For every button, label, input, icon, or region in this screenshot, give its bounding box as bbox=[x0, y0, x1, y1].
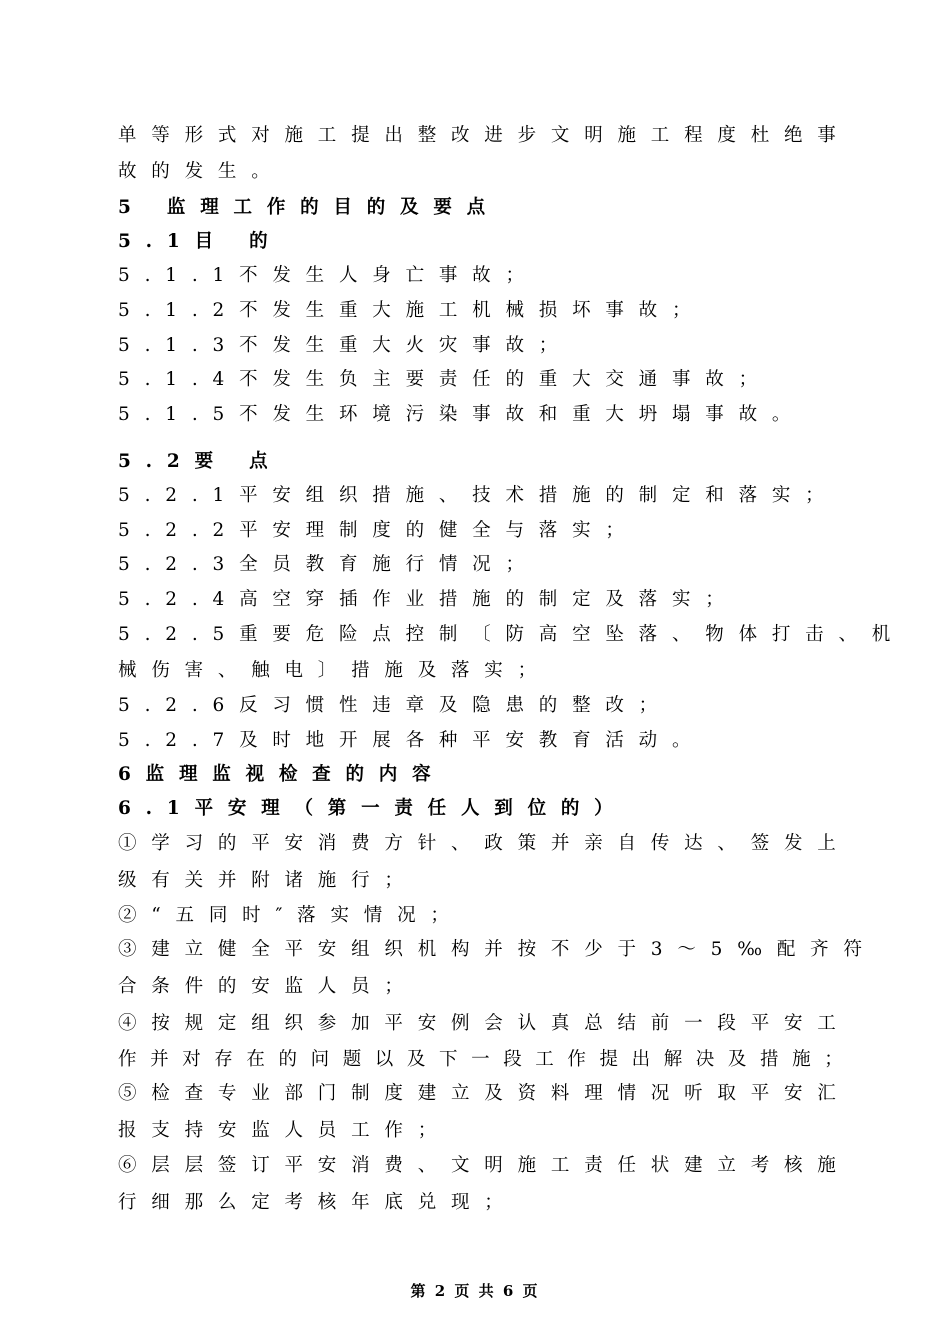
body-line: 故的发生。 bbox=[118, 161, 285, 182]
list-item-continuation: 级有关并附诸施行； bbox=[118, 870, 418, 891]
list-item: 5.1.4不发生负主要责任的重大交通事故； bbox=[118, 369, 772, 390]
list-item: ⑤检查专业部门制度建立及资料理情况听取平安汇 bbox=[118, 1083, 851, 1104]
list-item: 5.2.1平安组织措施、技术措施的制定和落实； bbox=[118, 485, 839, 506]
list-item-continuation: 作并对存在的问题以及下一段工作提出解决及措施； bbox=[118, 1049, 857, 1070]
list-item: 5.2.2平安理制度的健全与落实； bbox=[118, 520, 639, 541]
list-item: 5.2.6反习惯性违章及隐患的整改； bbox=[118, 695, 672, 716]
list-item: ④按规定组织参加平安例会认真总结前一段平安工 bbox=[118, 1013, 851, 1034]
list-item: 5.1.3不发生重大火灾事故； bbox=[118, 335, 573, 356]
subsection-heading: 5.1目 的 bbox=[118, 231, 283, 252]
list-item: ⑥层层签订平安消费、文明施工责任状建立考核施 bbox=[118, 1155, 851, 1176]
subsection-heading: 6.1平安理（第一责任人到位的） bbox=[118, 798, 628, 819]
list-item: 5.2.5重要危险点控制〔防高空坠落、物体打击、机 bbox=[118, 624, 906, 645]
list-item: ②“五同时″落实情况； bbox=[118, 905, 464, 926]
body-line: 单等形式对施工提出整改进步文明施工程度杜绝事 bbox=[118, 125, 851, 146]
subsection-heading: 5.2要 点 bbox=[118, 451, 283, 472]
section-heading: 5 监理工作的目的及要点 bbox=[118, 197, 500, 218]
list-item-continuation: 合条件的安监人员； bbox=[118, 976, 418, 997]
list-item-continuation: 报支持安监人员工作； bbox=[118, 1120, 452, 1141]
list-item: 5.1.5不发生环境污染事故和重大坍塌事故。 bbox=[118, 404, 806, 425]
list-item-continuation: 械伤害、触电〕措施及落实； bbox=[118, 660, 551, 681]
list-item: ①学习的平安消费方针、政策并亲自传达、签发上 bbox=[118, 833, 851, 854]
list-item: 5.1.1不发生人身亡事故； bbox=[118, 265, 539, 286]
list-item: 5.1.2不发生重大施工机械损坏事故； bbox=[118, 300, 706, 321]
list-item-continuation: 行细那么定考核年底兑现； bbox=[118, 1192, 518, 1213]
list-item: 5.2.4高空穿插作业措施的制定及落实； bbox=[118, 589, 739, 610]
list-item: 5.2.3全员教育施行情况； bbox=[118, 554, 539, 575]
section-heading: 6监理监视检查的内容 bbox=[118, 764, 446, 785]
list-item: 5.2.7及时地开展各种平安教育活动。 bbox=[118, 730, 706, 751]
list-item: ③建立健全平安组织机构并按不少于3～5‰配齐符 bbox=[118, 939, 877, 960]
page-footer: 第 2 页 共 6 页 bbox=[410, 1282, 540, 1300]
